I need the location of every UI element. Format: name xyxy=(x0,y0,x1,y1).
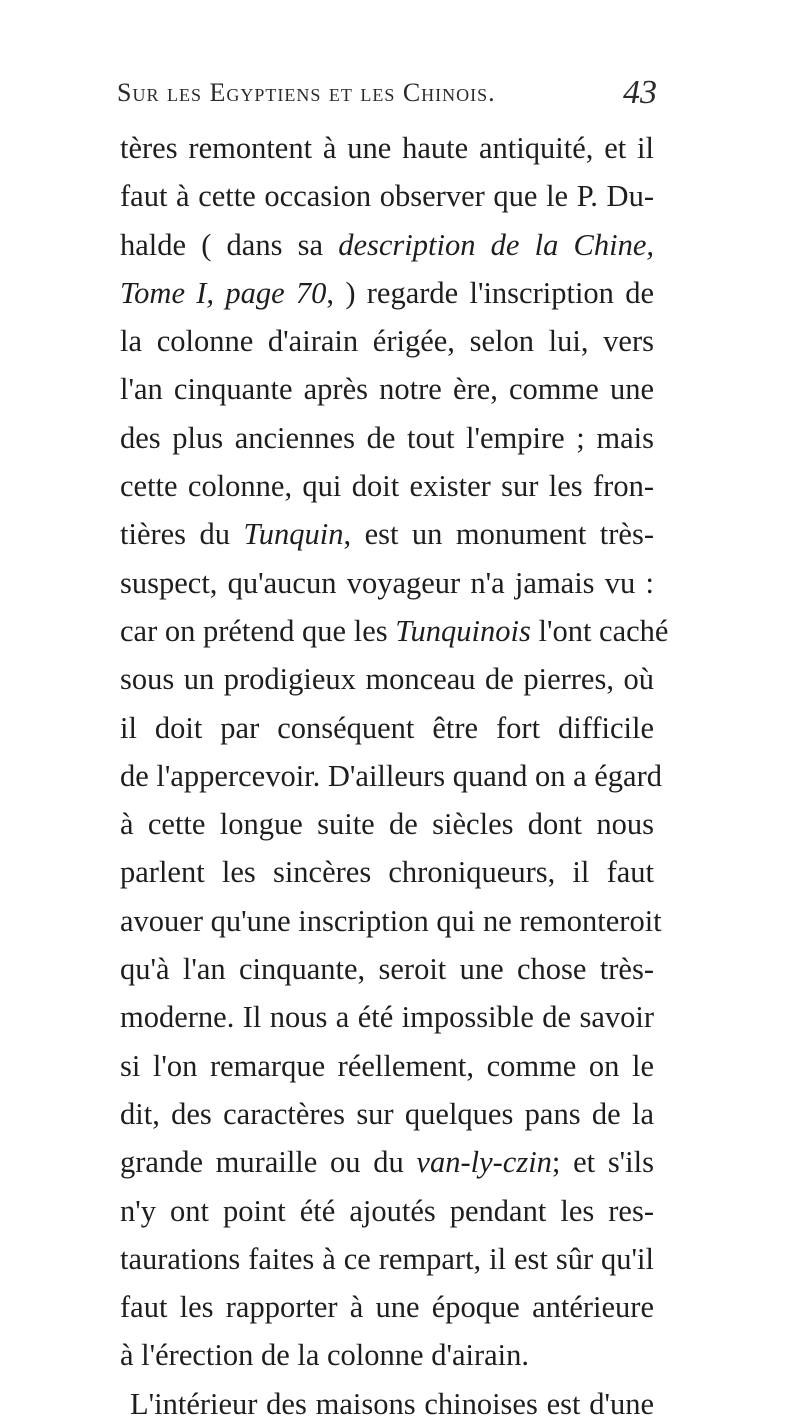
text-line: car on prétend que les Tunquinois l'ont caché xyxy=(120,613,669,648)
text-line: suspect, qu'aucun voyageur n'a jamais vu : xyxy=(120,565,654,600)
running-title: Sur les Egyptiens et les Chinois. xyxy=(117,78,496,107)
italic-title: description de la Chine, xyxy=(338,227,654,262)
text-line: taurations faites à ce rempart, il est sûr qu'il xyxy=(120,1241,654,1276)
italic-people-name: Tunquinois xyxy=(395,613,531,648)
text-line: tières du Tunquin, est un monument très- xyxy=(120,517,654,552)
text-line: dit, des caractères sur quelques pans de la xyxy=(120,1096,654,1131)
text-line: si l'on remarque réellement, comme on le xyxy=(120,1048,654,1083)
text-line: grande muraille ou du van-ly-czin; et s'ils xyxy=(120,1145,654,1180)
text-line: il doit par conséquent être fort difficile xyxy=(120,710,654,745)
text-line: moderne. Il nous a été impossible de savoir xyxy=(120,1000,654,1035)
text-line: qu'à l'an cinquante, seroit une chose très- xyxy=(120,952,654,987)
text-line: L'intérieur des maisons chinoises est d'une xyxy=(130,1386,654,1421)
text-line: faut les rapporter à une époque antérieure xyxy=(120,1290,654,1325)
text-line: à l'érection de la colonne d'airain. xyxy=(120,1338,529,1373)
text-line: n'y ont point été ajoutés pendant les res- xyxy=(120,1193,654,1228)
body-text xyxy=(120,124,669,1428)
page-number: 43 xyxy=(623,74,657,111)
text-line: avouer qu'une inscription qui ne remonteroit xyxy=(120,903,662,938)
italic-wall-name: van-ly-czin xyxy=(416,1145,552,1180)
text-line: la colonne d'airain érigée, selon lui, vers xyxy=(120,324,654,359)
italic-place-name: Tunquin xyxy=(243,517,344,552)
text-line: sous un prodigieux monceau de pierres, où xyxy=(120,662,654,697)
text-line: tères remontent à une haute antiquité, et il xyxy=(120,131,654,165)
text-line: de l'appercevoir. D'ailleurs quand on a égard xyxy=(120,758,662,793)
running-header xyxy=(117,74,657,122)
text-line: à cette longue suite de siècles dont nous xyxy=(120,807,654,842)
text-line: des plus anciennes de tout l'empire ; mais xyxy=(120,420,654,455)
text-line: parlent les sincères chroniqueurs, il faut xyxy=(120,855,654,890)
text-line: l'an cinquante après notre ère, comme une xyxy=(120,372,654,407)
text-line: halde ( dans sa description de la Chine, xyxy=(120,227,654,262)
text-line: faut à cette occasion observer que le P. Du- xyxy=(120,179,654,214)
italic-reference: Tome I, page 70 xyxy=(120,275,327,310)
text-line: Tome I, page 70, ) regarde l'inscription de xyxy=(120,275,654,310)
text-line: cette colonne, qui doit exister sur les fron- xyxy=(120,469,654,504)
